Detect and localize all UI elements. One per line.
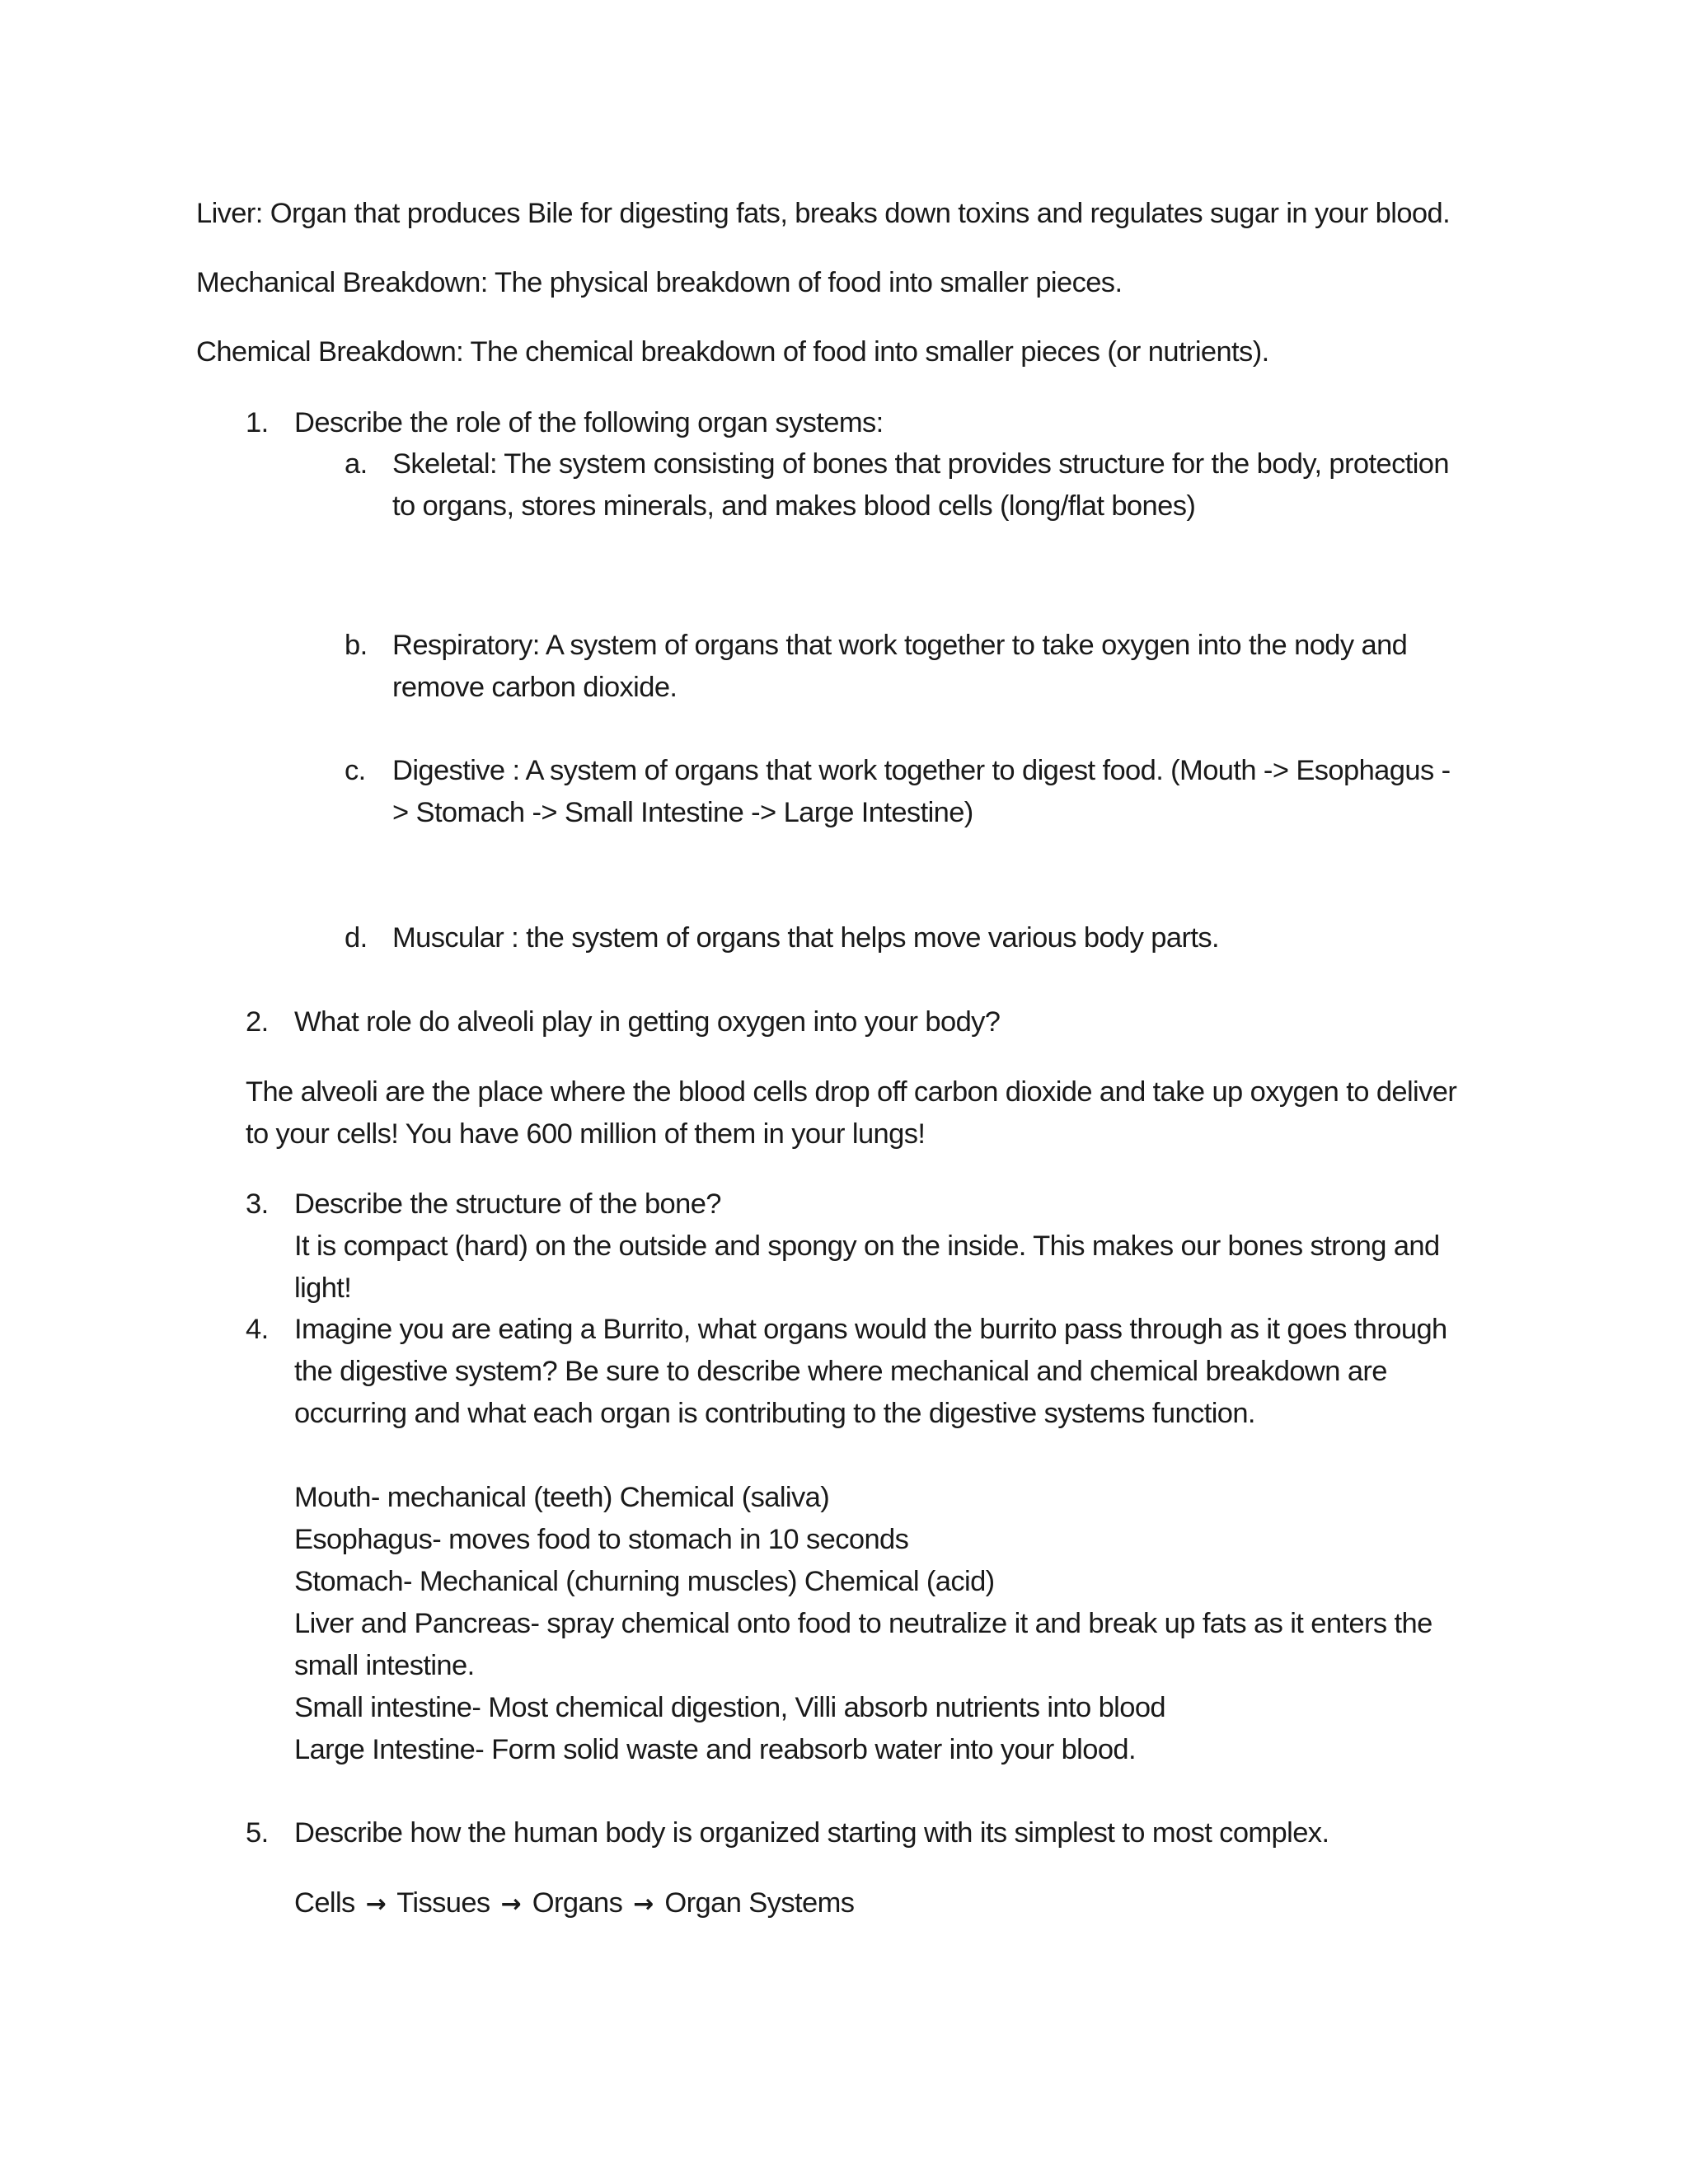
- question-3-number: 3.: [246, 1188, 269, 1220]
- question-2-prompt: What role do alveoli play in getting oxygen into your body?: [294, 1006, 1001, 1038]
- definition-liver: Liver: Organ that produces Bile for digesting fats, breaks down toxins and regulates sugar in your blood.: [196, 198, 1451, 229]
- organization-hierarchy: [294, 1886, 854, 1922]
- question-4-answer-mouth: Mouth- mechanical (teeth) Chemical (saliva): [294, 1482, 830, 1513]
- question-3-answer-line-1: It is compact (hard) on the outside and spongy on the inside. This makes our bones strong and: [294, 1230, 1440, 1262]
- arrow-right-icon: →: [365, 1890, 387, 1919]
- question-2-answer-line-1: The alveoli are the place where the blood cells drop off carbon dioxide and take up oxygen to deliver: [246, 1076, 1457, 1108]
- question-4-answer-liver-pancreas: Liver and Pancreas- spray chemical onto food to neutralize it and break up fats as it enters the: [294, 1608, 1432, 1639]
- question-4-prompt-line-3: occurring and what each organ is contributing to the digestive systems function.: [294, 1398, 1255, 1429]
- item-a-line-1: Skeletal: The system consisting of bones that provides structure for the body, protection: [392, 448, 1449, 480]
- hierarchy-organ-systems: Organ Systems: [664, 1887, 855, 1919]
- definition-chemical-breakdown: Chemical Breakdown: The chemical breakdown of food into smaller pieces (or nutrients).: [196, 336, 1269, 368]
- item-c-letter: c.: [345, 755, 366, 786]
- item-a-line-2: to organs, stores minerals, and makes blood cells (long/flat bones): [392, 490, 1196, 522]
- item-b-line-1: Respiratory: A system of organs that work together to take oxygen into the nody and: [392, 630, 1408, 661]
- hierarchy-tissues: Tissues: [396, 1887, 490, 1919]
- question-3-prompt: Describe the structure of the bone?: [294, 1188, 721, 1220]
- question-4-prompt-line-2: the digestive system? Be sure to describe where mechanical and chemical breakdown are: [294, 1356, 1387, 1387]
- hierarchy-organs: Organs: [532, 1887, 623, 1919]
- item-c-line-1: Digestive : A system of organs that work together to digest food. (Mouth -> Esophagus -: [392, 755, 1451, 786]
- question-5-number: 5.: [246, 1817, 269, 1849]
- definition-mechanical-breakdown: Mechanical Breakdown: The physical breakdown of food into smaller pieces.: [196, 267, 1123, 298]
- question-2-number: 2.: [246, 1006, 269, 1038]
- item-a-letter: a.: [345, 448, 368, 480]
- item-d-line-1: Muscular : the system of organs that helps move various body parts.: [392, 922, 1219, 954]
- question-4-answer-large-intestine: Large Intestine- Form solid waste and reabsorb water into your blood.: [294, 1734, 1136, 1765]
- hierarchy-cells: Cells: [294, 1887, 355, 1919]
- arrow-right-icon: →: [500, 1890, 522, 1919]
- question-2-answer-line-2: to your cells! You have 600 million of them in your lungs!: [246, 1118, 926, 1150]
- question-4-answer-small-intestine: Small intestine- Most chemical digestion, Villi absorb nutrients into blood: [294, 1692, 1165, 1723]
- question-1-prompt: Describe the role of the following organ systems:: [294, 407, 884, 438]
- arrow-right-icon: →: [633, 1890, 654, 1919]
- question-4-answer-liver-pancreas-cont: small intestine.: [294, 1650, 475, 1681]
- question-5-prompt: Describe how the human body is organized starting with its simplest to most complex.: [294, 1817, 1329, 1849]
- item-c-line-2: > Stomach -> Small Intestine -> Large Intestine): [392, 797, 973, 828]
- question-4-prompt-line-1: Imagine you are eating a Burrito, what organs would the burrito pass through as it goes through: [294, 1314, 1447, 1345]
- question-4-answer-esophagus: Esophagus- moves food to stomach in 10 seconds: [294, 1524, 909, 1555]
- item-b-line-2: remove carbon dioxide.: [392, 672, 678, 703]
- question-3-answer-line-2: light!: [294, 1272, 352, 1304]
- question-4-answer-stomach: Stomach- Mechanical (churning muscles) Chemical (acid): [294, 1566, 995, 1597]
- item-b-letter: b.: [345, 630, 368, 661]
- item-d-letter: d.: [345, 922, 368, 954]
- question-4-number: 4.: [246, 1314, 269, 1345]
- question-1-number: 1.: [246, 407, 269, 438]
